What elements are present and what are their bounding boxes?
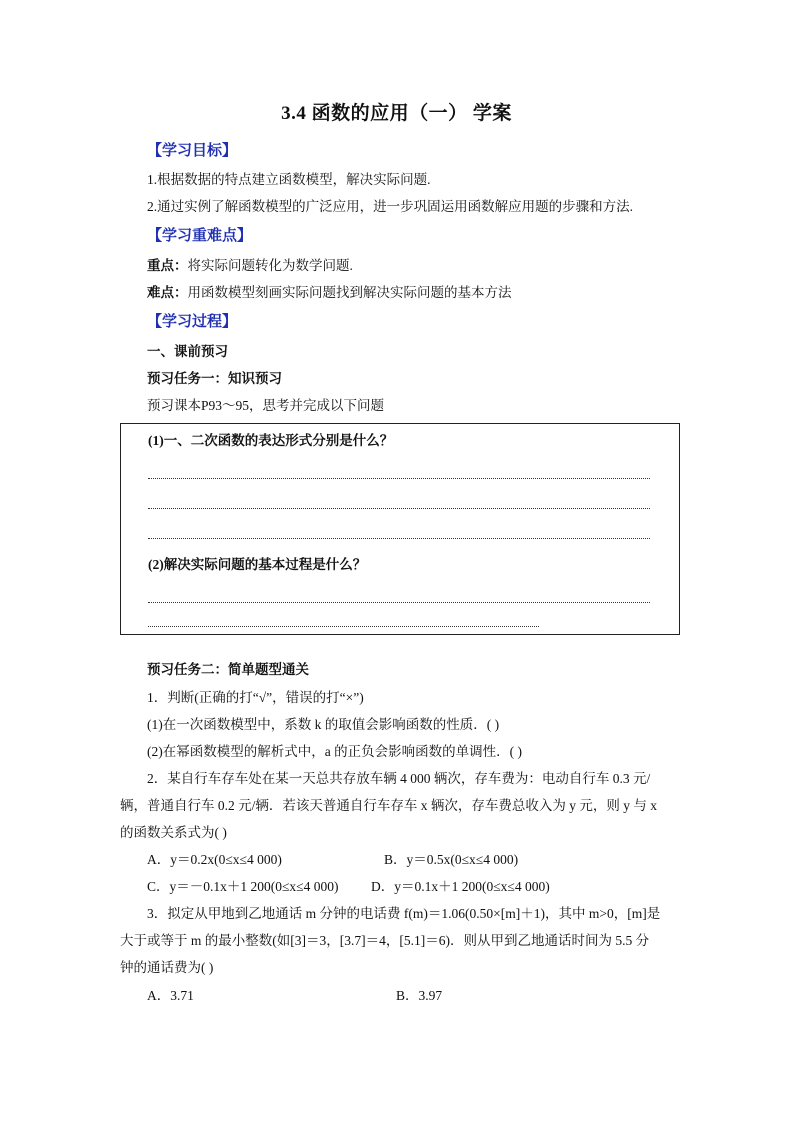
option-a: A．y＝0.2x(0≤x≤4 000)	[147, 852, 282, 867]
question-1-item: (2)在幂函数模型的解析式中，a 的正负会影响函数的单调性．( )	[147, 744, 522, 759]
question-2-line: 2．某自行车存车处在某一天总共存放车辆 4 000 辆次，存车费为：电动自行车 0.3 元/	[147, 771, 651, 786]
task1-title: 预习任务一：知识预习	[147, 371, 282, 386]
task2-title: 预习任务二：简单题型通关	[147, 662, 309, 677]
section-process-heading: 【学习过程】	[147, 314, 238, 330]
question-1-stem: 1．判断(正确的打“√”，错误的打“×”)	[147, 690, 364, 705]
answer-line[interactable]	[148, 538, 650, 539]
box-question-2: (2)解决实际问题的基本过程是什么？	[148, 557, 367, 572]
option-c: C．y＝－0.1x＋1 200(0≤x≤4 000)	[147, 879, 339, 894]
difficult-point-line	[147, 283, 512, 303]
question-3-line: 大于或等于 m 的最小整数(如[3]＝3，[3.7]＝4，[5.1]＝6)．则从甲到乙地通话时间为 5.5 分	[120, 933, 650, 948]
question-3-line: 钟的通话费为( )	[120, 960, 214, 975]
answer-line[interactable]	[148, 508, 650, 509]
box-question-1: (1)一、二次函数的表达形式分别是什么？	[148, 433, 394, 448]
answer-line[interactable]	[148, 478, 650, 479]
goal-item: 2.通过实例了解函数模型的广泛应用，进一步巩固运用函数解应用题的步骤和方法.	[147, 199, 633, 214]
difficult-point-label: 难点：	[147, 285, 188, 300]
difficult-point-text: 用函数模型刻画实际问题找到解决实际问题的基本方法	[187, 285, 512, 300]
task1-intro: 预习课本P93～95，思考并完成以下问题	[147, 398, 385, 413]
section-goals-heading: 【学习目标】	[147, 143, 238, 159]
page-title: 3.4 函数的应用（一） 学案	[281, 103, 512, 124]
answer-box	[120, 423, 680, 635]
question-2-line: 辆，普通自行车 0.2 元/辆．若该天普通自行车存车 x 辆次，存车费总收入为 y 元，则 y 与 x	[120, 798, 657, 813]
question-3-line: 3．拟定从甲地到乙地通话 m 分钟的电话费 f(m)＝1.06(0.50×[m]＋1)，其中 m>0，[m]是	[147, 906, 661, 921]
question-2-line: 的函数关系式为( )	[120, 825, 227, 840]
option-b: B．3.97	[396, 988, 443, 1003]
goal-item: 1.根据数据的特点建立函数模型，解决实际问题.	[147, 172, 431, 187]
answer-line[interactable]	[148, 602, 650, 603]
answer-line[interactable]	[148, 626, 539, 627]
key-point-line	[147, 256, 353, 276]
key-point-label: 重点：	[147, 258, 188, 273]
option-a: A．3.71	[147, 988, 194, 1003]
section-key-points-heading: 【学习重难点】	[147, 228, 253, 244]
question-1-item: (1)在一次函数模型中，系数 k 的取值会影响函数的性质．( )	[147, 717, 500, 732]
option-d: D．y＝0.1x＋1 200(0≤x≤4 000)	[371, 879, 550, 894]
part-heading: 一、课前预习	[147, 344, 228, 359]
option-b: B．y＝0.5x(0≤x≤4 000)	[384, 852, 519, 867]
key-point-text: 将实际问题转化为数学问题.	[187, 258, 353, 273]
